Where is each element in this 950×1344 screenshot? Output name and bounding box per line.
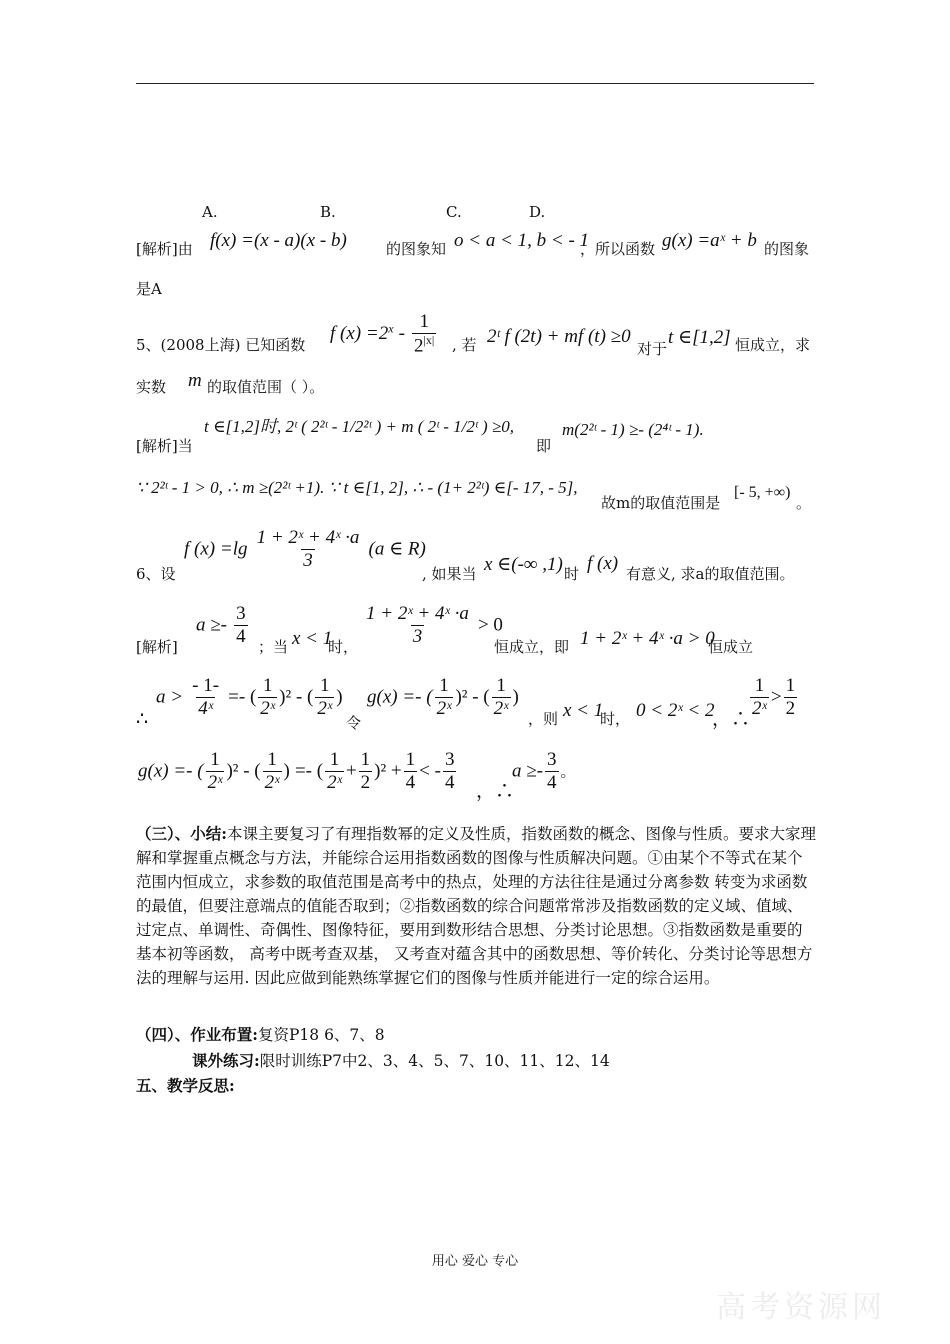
homework-body: 复资P18 6、7、8 xyxy=(257,1026,385,1044)
q5-line2-b: 的取值范围（ ）。 xyxy=(207,378,325,396)
sol6-l3-half-a-num: 1 xyxy=(210,749,220,770)
sol6-half-a-num: 1 xyxy=(262,675,273,696)
sol6-g-lhs: g(x) =- ( xyxy=(367,686,433,708)
sol6-l3-quarter xyxy=(404,750,418,794)
q5-f-num: 1 xyxy=(419,311,429,332)
q5-f-exp: x xyxy=(388,321,394,336)
homework-heading: （四）、作业布置: xyxy=(136,1025,258,1044)
q6-den: 3 xyxy=(303,549,313,571)
sol6-a-ge: a ≥- xyxy=(196,614,228,636)
sol6-end-sep: ，∴ xyxy=(476,781,515,802)
q6-range: x ∈(-∞ ,1) xyxy=(484,554,563,575)
q5-line2-m: m xyxy=(188,370,202,391)
sol6-eq-part: =- ( xyxy=(228,686,257,708)
sol6-shi2: 时， xyxy=(600,710,631,728)
sol6-half-e-num: 1 xyxy=(754,675,765,696)
homework-line xyxy=(136,1023,385,1045)
sol6-l3-sq: )² - ( xyxy=(226,760,261,782)
sol5-expr2: m(2²ᵗ - 1) ≥- (2⁴ᵗ - 1). xyxy=(562,420,704,439)
sol6-period: 。 xyxy=(560,762,576,781)
sol6-xlt1: x < 1 xyxy=(292,628,333,649)
sol4-condition: o < a < 1, b < - 1 xyxy=(454,230,590,251)
sol6-therefore-1: ∴ xyxy=(136,709,149,730)
sol4-formula-g: g(x) =aˣ + b xyxy=(662,230,757,251)
sol6-line3-g: g(x) =- ( xyxy=(138,760,204,782)
q5-range: t ∈[1,2] xyxy=(668,327,731,348)
sol5-expr1: t ∈[1,2]时, 2ᵗ ( 2²ᵗ - 1/2²ᵗ ) + m ( 2ᵗ - 1/2ᵗ ) ≥0, xyxy=(204,417,515,436)
q5-f-minus: - xyxy=(398,323,405,345)
q6-label: 6、设 xyxy=(136,565,176,583)
watermark: 高考资源网 xyxy=(716,1290,886,1325)
sol6-hengcheng: 恒成立，即 xyxy=(494,638,570,656)
q5-f-lhs: f (x) =2 xyxy=(330,323,389,345)
sol6-a-gt: a > xyxy=(156,686,184,708)
sol6-l3-quarter-den: 4 xyxy=(405,771,416,793)
q5-duiyu: 对于 xyxy=(637,340,668,358)
sol6-half-d-num: 1 xyxy=(496,675,506,696)
sol6-l3-three: 3 xyxy=(444,749,455,770)
sol6-l3-lt: < - xyxy=(419,760,441,782)
sol5-ji: 即 xyxy=(536,437,552,455)
sol4-tag: [解析]由 xyxy=(136,240,193,258)
sol6-half-f-den: 2 xyxy=(785,697,796,719)
option-b: B. xyxy=(320,203,336,221)
sol4-mid1: 的图象知 xyxy=(386,240,447,258)
sol6-l3-plus: + xyxy=(345,760,357,782)
q5-f-den: 2 xyxy=(414,335,424,357)
sol6-shi: 时， xyxy=(328,638,359,656)
sol6-l3-eq2: =- ( xyxy=(294,760,324,782)
sol5-end: 。 xyxy=(796,494,812,512)
sol6-hengli: 恒成立 xyxy=(708,638,754,656)
sol6-compare xyxy=(748,676,799,720)
sol6-half-d xyxy=(492,676,511,720)
q6-f-lhs: f (x) =lg xyxy=(184,538,248,560)
sol4-tail: 的图象 xyxy=(764,240,810,258)
sol6-final-four: 4 xyxy=(547,771,557,793)
sol6-half-a-den: 2ˣ xyxy=(260,697,276,719)
q5-f-den-exp: |x| xyxy=(423,332,435,347)
sol6-f1-num: - 1- xyxy=(192,675,220,696)
q6-fx: f (x) xyxy=(587,553,619,574)
sol6-half-b xyxy=(315,676,334,720)
sol6-ling: 令 xyxy=(346,714,362,732)
sol6-half-f xyxy=(784,676,798,720)
sol6-g-def xyxy=(367,676,519,720)
sol6-l3-frac34 xyxy=(443,750,457,794)
sol6-xlt: x < 1 xyxy=(563,700,604,721)
sol6-half-e-den: 2ˣ xyxy=(752,697,767,719)
q6-shi: 时 xyxy=(564,565,580,583)
sol6-den2: 3 xyxy=(412,625,423,647)
sol6-l3-half-c xyxy=(325,750,344,794)
sol6-comma: ，∴ xyxy=(712,709,751,730)
sol6-gt0: > 0 xyxy=(477,614,503,636)
sol6-condition xyxy=(362,604,503,648)
q5-ruo: , 若 xyxy=(452,336,477,354)
q5-inequality: 2ᵗ f (2t) + mf (t) ≥0 xyxy=(487,326,631,347)
sol6-half-c-num: 1 xyxy=(439,675,449,696)
sol6-frac2 xyxy=(364,604,471,648)
sol6-half-c-den: 2ˣ xyxy=(436,697,452,719)
sol6-line3 xyxy=(138,750,458,794)
sol6-f1-den: 4ˣ xyxy=(198,697,214,719)
sol6-frac34-den: 4 xyxy=(236,625,246,647)
sol6-l3-quarter-num: 1 xyxy=(405,749,416,770)
sol6-sep1: ；当 xyxy=(258,638,289,656)
sol6-final-frac xyxy=(545,750,559,794)
extra-practice-line xyxy=(192,1049,610,1071)
extra-practice-heading: 课外练习: xyxy=(192,1051,260,1070)
sol6-close2: ) xyxy=(512,686,519,708)
sol6-a-bound xyxy=(196,604,250,648)
summary-body: 本课主要复习了有理指数幂的定义及性质，指数函数的概念、图像与性质。要求大家理解和掌握重点概念与方法，并能综合运用指数函数的图像与性质解决问题。①由某个不等式在某个范围内恒成立，求参数的取值范围是高考中的热点，处理的方法往往是通过分离参数 转变为求函数的最值，但要注意端点的值能否取到；②指数函数的综合问题常常涉及指数函数的定义域、值域、过定点、单调性、奇偶性、图像特征，要用到数形结合思想、分类讨论思想。③指数函数是重要的基本初等函数， 高考中既考查双基， 又考查对蕴含其中的函数思想、等价转化、分类讨论等思想方法的理解与运用. 因此应做到能熟练掌握它们的图像与性质并能进行一定的综合运用。 xyxy=(136,825,816,987)
sol6-l3-plus2: )² + xyxy=(374,760,402,782)
sol6-l3-half-c-den: 2ˣ xyxy=(327,771,342,793)
sol6-half-e xyxy=(750,676,769,720)
option-d: D. xyxy=(529,203,546,221)
sol5-answer: [- 5, +∞) xyxy=(734,484,791,501)
sol6-range: 0 < 2ˣ < 2 xyxy=(636,700,715,721)
sol6-frac-neg xyxy=(190,676,221,720)
sol6-gt: > xyxy=(770,686,782,708)
sol6-ineq: 1 + 2ˣ + 4ˣ ·a > 0 xyxy=(580,628,715,649)
sol6-l3-half-a-den: 2ˣ xyxy=(207,771,223,793)
sol6-half-b-den: 2ˣ xyxy=(317,697,333,719)
sol6-l3-half-b xyxy=(263,750,282,794)
reflection-heading: 五、教学反思: xyxy=(136,1076,235,1095)
sol6-final-a: a ≥- xyxy=(512,760,544,782)
option-a: A. xyxy=(202,203,218,221)
sol5-tag: [解析]当 xyxy=(136,437,193,455)
page-footer: 用心 爱心 专心 xyxy=(431,1254,519,1269)
summary-heading: （三）、小结: xyxy=(136,824,227,843)
sol4-formula-f: f(x) =(x - a)(x - b) xyxy=(210,230,347,251)
sol6-l3-four: 4 xyxy=(444,771,455,793)
q5-function xyxy=(330,312,438,357)
sol6-half-a xyxy=(258,676,277,720)
sol6-final-three: 3 xyxy=(547,749,557,770)
q5-line2-a: 实数 xyxy=(136,378,167,396)
q6-cond: (a ∈ R) xyxy=(368,538,426,560)
q6-num: 1 + 2ˣ + 4ˣ ·a xyxy=(256,527,360,548)
sol6-l3-close: ) xyxy=(283,760,290,782)
header-rule xyxy=(136,83,814,84)
q6-fraction xyxy=(255,528,362,572)
sol6-frac34 xyxy=(234,604,248,648)
summary-section xyxy=(136,822,816,990)
sol6-sq2: )² - ( xyxy=(455,686,490,708)
sol4-line2: 是A xyxy=(136,280,162,298)
q6-function xyxy=(184,528,426,572)
sol6-ze: ，则 xyxy=(528,710,559,728)
sol6-half-d-den: 2ˣ xyxy=(493,697,509,719)
sol6-l3-half-b-num: 1 xyxy=(267,749,277,770)
sol6-half-b-num: 1 xyxy=(320,675,330,696)
q5-label: 5、(2008上海) 已知函数 xyxy=(136,336,306,354)
sol6-l3-half-b-den: 2ˣ xyxy=(264,771,280,793)
sol6-close: ) xyxy=(336,686,343,708)
sol6-l3-half-c-num: 1 xyxy=(329,749,340,770)
q5-tail: 恒成立，求 xyxy=(735,336,811,354)
sol5-line2: ∵ 2²ᵗ - 1 > 0, ∴ m ≥(2²ᵗ +1). ∵ t ∈[1, 2], ∴ - (1+ 2²ᵗ) ∈[- 17, - 5], xyxy=(136,478,578,497)
sol6-l3-half-d-den: 2 xyxy=(360,771,371,793)
sol6-l3-half-a xyxy=(206,750,225,794)
sol6-frac34-num: 3 xyxy=(236,603,246,624)
sol6-half-f-num: 1 xyxy=(785,675,796,696)
option-c: C. xyxy=(446,203,462,221)
sol6-final xyxy=(512,750,576,794)
q6-tail: 有意义, 求a的取值范围。 xyxy=(626,565,795,583)
extra-practice-body: 限时训练P7中2、3、4、5、7、10、11、12、14 xyxy=(259,1052,610,1070)
q5-fraction xyxy=(412,312,436,357)
sol6-tag: [解析] xyxy=(136,638,178,656)
sol6-half-c xyxy=(435,676,454,720)
sol6-sq: )² - ( xyxy=(279,686,314,708)
q6-mid: , 如果当 xyxy=(422,565,477,583)
sol5-conclusion: 故m的取值范围是 xyxy=(601,494,721,512)
sol6-l3-half-d xyxy=(359,750,373,794)
sol6-l3-half-d-num: 1 xyxy=(360,749,371,770)
sol6-a-expr xyxy=(156,676,343,720)
sol4-mid2: ，所以函数 xyxy=(580,240,656,258)
sol6-num2: 1 + 2ˣ + 4ˣ ·a xyxy=(366,603,469,624)
